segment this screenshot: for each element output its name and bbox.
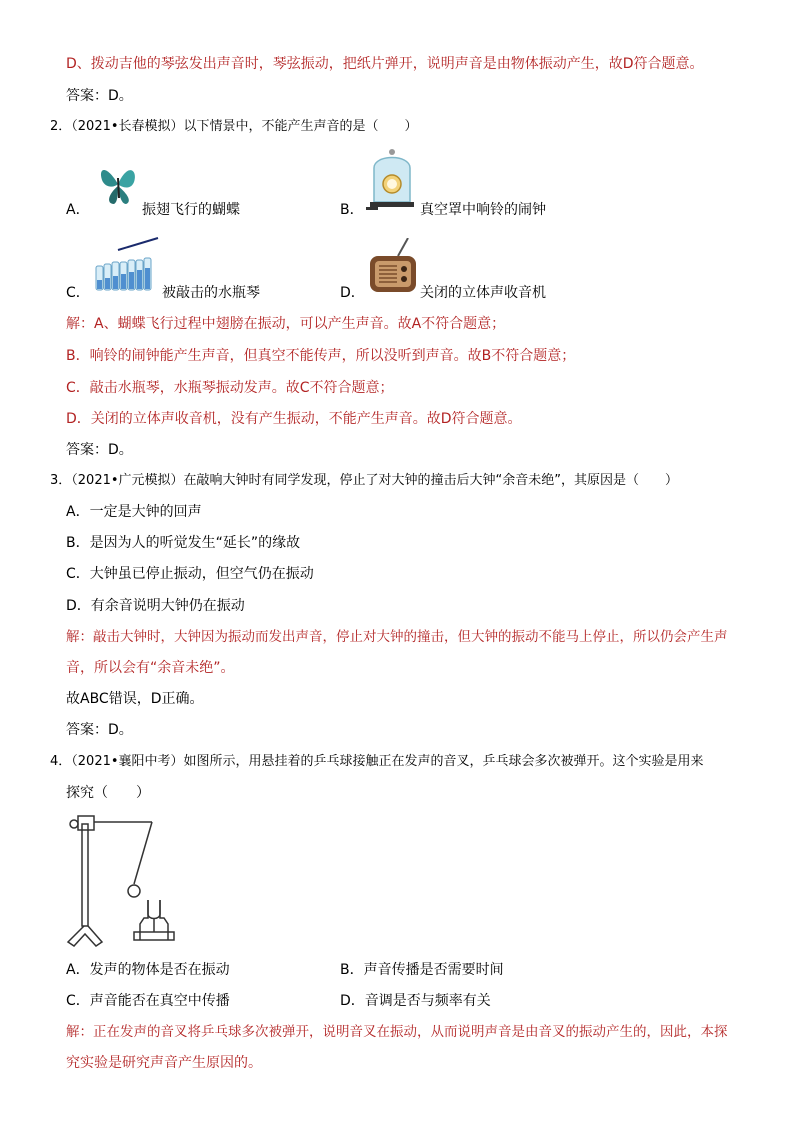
q2-option-a-letter: A． <box>66 202 90 218</box>
q2-option-a-text: 振翅飞行的蝴蝶 <box>142 202 240 218</box>
q3-option-c: C．大钟虽已停止振动，但空气仍在振动 <box>66 566 314 582</box>
q3-answer: 答案：D。 <box>66 722 133 738</box>
prev-option-d-explanation: D、拨动吉他的琴弦发出声音时，琴弦振动，把纸片弹开，说明声音是由物体振动产生，故D符合题意。 <box>66 56 704 72</box>
q4-option-b: B．声音传播是否需要时间 <box>340 962 504 978</box>
q2-option-b-text: 真空罩中响铃的闹钟 <box>420 202 546 218</box>
q3-stem: 3．（2021•广元模拟）在敲响大钟时有同学发现，停止了对大钟的撞击后大钟“余音未绝”，其原因是（ ） <box>50 473 678 488</box>
q4-option-c: C．声音能否在真空中传播 <box>66 993 230 1009</box>
q4-stem-line-2: 探究（ ） <box>66 785 150 801</box>
q3-option-a: A．一定是大钟的回声 <box>66 504 202 520</box>
q4-analysis-line-2: 究实验是研究声音产生原因的。 <box>66 1055 262 1071</box>
water-bottles-icon <box>94 236 160 294</box>
q2-analysis-line-2: B．响铃的闹钟能产生声音，但真空不能传声，所以没听到声音。故B不符合题意； <box>66 348 576 364</box>
q2-option-c-letter: C． <box>66 285 90 301</box>
q2-answer: 答案：D。 <box>66 442 133 458</box>
prev-answer: 答案：D。 <box>66 88 133 104</box>
q3-option-b: B．是因为人的听觉发生“延长”的缘故 <box>66 535 301 551</box>
q2-option-c-text: 被敲击的水瓶琴 <box>162 285 260 301</box>
q3-analysis-line-1: 解：敲击大钟时，大钟因为振动而发出声音，停止对大钟的撞击，但大钟的振动不能马上停止，所以仍会产生声 <box>66 629 728 645</box>
q3-conclusion: 故ABC错误，D正确。 <box>66 691 204 707</box>
bell-jar-clock-icon <box>366 148 418 210</box>
q2-analysis-line-4: D．关闭的立体声收音机，没有产生振动，不能产生声音。故D符合题意。 <box>66 411 522 427</box>
q4-option-d: D．音调是否与频率有关 <box>340 993 491 1009</box>
q3-option-d: D．有余音说明大钟仍在振动 <box>66 598 245 614</box>
q3-analysis-line-2: 音，所以会有“余音未绝”。 <box>66 660 235 676</box>
q4-stem-line-1: 4．（2021•襄阳中考）如图所示，用悬挂着的乒乓球接触正在发声的音叉，乒乓球会多次被弹开。这个实验是用来 <box>50 754 704 769</box>
q2-option-d-letter: D． <box>340 285 365 301</box>
q2-analysis-line-3: C．敲击水瓶琴，水瓶琴振动发声。故C不符合题意； <box>66 380 394 396</box>
butterfly-icon <box>96 160 140 208</box>
radio-icon <box>368 238 418 296</box>
q2-analysis-line-1: 解：A、蝴蝶飞行过程中翅膀在振动，可以产生声音。故A不符合题意； <box>66 316 506 332</box>
q4-analysis-line-1: 解：正在发声的音叉将乒乓球多次被弹开，说明音叉在振动，从而说明声音是由音叉的振动产生的，因此，本探 <box>66 1024 728 1040</box>
q4-option-a: A．发声的物体是否在振动 <box>66 962 230 978</box>
q2-option-b-letter: B． <box>340 202 364 218</box>
q2-stem: 2．（2021•长春模拟）以下情景中，不能产生声音的是（ ） <box>50 119 418 134</box>
q2-option-d-text: 关闭的立体声收音机 <box>420 285 546 301</box>
tuning-fork-pendulum-icon <box>64 812 184 952</box>
